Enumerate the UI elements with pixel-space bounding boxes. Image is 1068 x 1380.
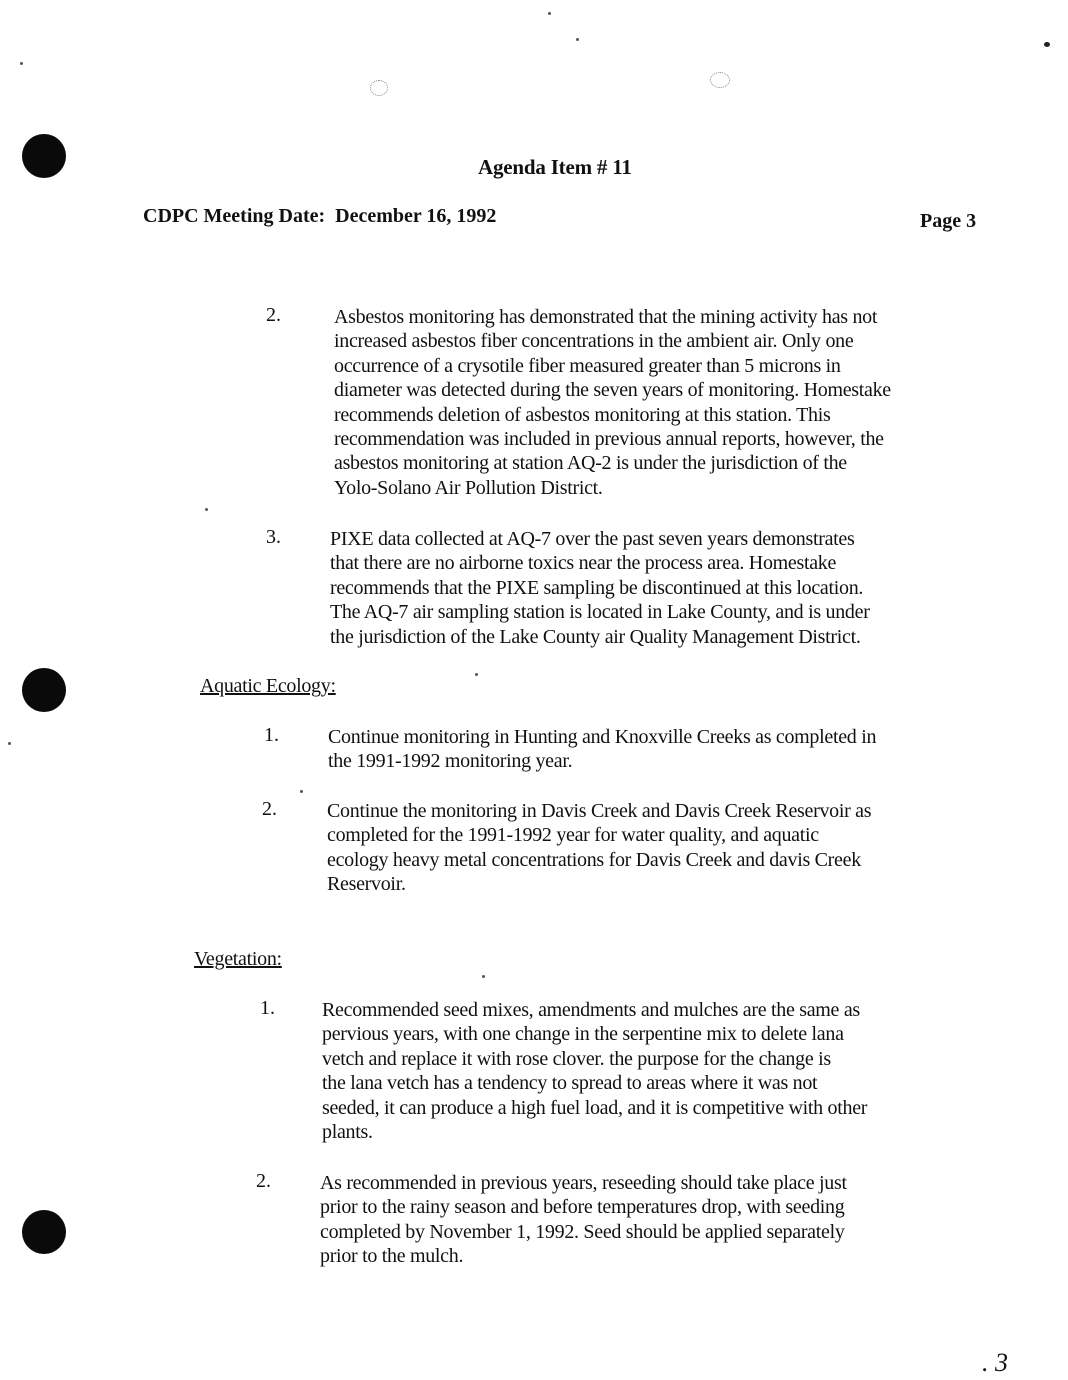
section-heading-vegetation: Vegetation: — [194, 948, 282, 970]
list-item-number: 2. — [262, 798, 277, 820]
list-item-number: 1. — [260, 997, 275, 1019]
scan-speck — [548, 12, 551, 15]
list-item-text: As recommended in previous years, reseeding should take place just prior to the rainy season and before temperatures drop, with seeding completed by November 1, 1992. Seed should be applied separately prior to the mulch. — [320, 1172, 847, 1268]
scan-speck — [482, 975, 485, 978]
binder-hole-bottom — [22, 1210, 66, 1254]
scan-speck — [475, 673, 478, 676]
page-number: Page 3 — [920, 210, 977, 232]
scan-speck — [1044, 42, 1050, 47]
section-heading-aquatic-ecology: Aquatic Ecology: — [200, 675, 336, 697]
scan-speck — [8, 742, 11, 745]
binder-hole-middle — [22, 668, 66, 712]
list-item-number: 2. — [256, 1170, 271, 1192]
scan-speck — [300, 790, 303, 793]
scan-speck — [205, 508, 208, 511]
list-item-text: Continue the monitoring in Davis Creek and Davis Creek Reservoir as completed for the 1991-1992 year for water quality, and aquatic ecology heavy metal concentrations for Davis Creek and davis Creek Reservoir. — [327, 800, 872, 896]
scan-speck — [576, 38, 579, 41]
list-item-text: Asbestos monitoring has demonstrated that the mining activity has not increased asbestos fiber concentrations in the ambient air. Only one occurrence of a crysotile fiber measured greater than 5 microns in diameter was detected during the seven years of monitoring. Homestake recommends deletion of asbestos monitoring at this station. This recommendation was included in previous annual reports, however, the asbestos monitoring at station AQ-2 is under the jurisdiction of the Yolo-Solano Air Pollution District. — [334, 306, 891, 499]
agenda-item-title: Agenda Item # 11 — [478, 155, 632, 179]
list-item-number: 2. — [266, 304, 281, 326]
list-item-number: 1. — [264, 724, 279, 746]
scan-speck — [710, 72, 730, 88]
list-item-text: Continue monitoring in Hunting and Knoxville Creeks as completed in the 1991-1992 monitoring year. — [328, 726, 877, 773]
list-item-number: 3. — [266, 526, 281, 548]
list-item-text: PIXE data collected at AQ-7 over the past seven years demonstrates that there are no airborne toxics near the process area. Homestake recommends that the PIXE sampling be discontinued at this location. The AQ-7 air sampling station is located in Lake County, and is under the jurisdiction of the Lake County air Quality Management District. — [330, 528, 870, 648]
footer-page-mark: . 3 — [982, 1348, 1008, 1377]
scan-speck — [20, 62, 23, 65]
list-item-text: Recommended seed mixes, amendments and mulches are the same as pervious years, with one change in the serpentine mix to delete lana vetch and replace it with rose clover. the purpose for the change is the lana vetch has a tendency to spread to areas where it was not seeded, it can produce a high fuel load, and it is competitive with other plants. — [322, 999, 868, 1144]
binder-hole-top — [22, 134, 66, 178]
meeting-date: CDPC Meeting Date: December 16, 1992 — [143, 205, 497, 227]
scan-speck — [370, 80, 388, 96]
